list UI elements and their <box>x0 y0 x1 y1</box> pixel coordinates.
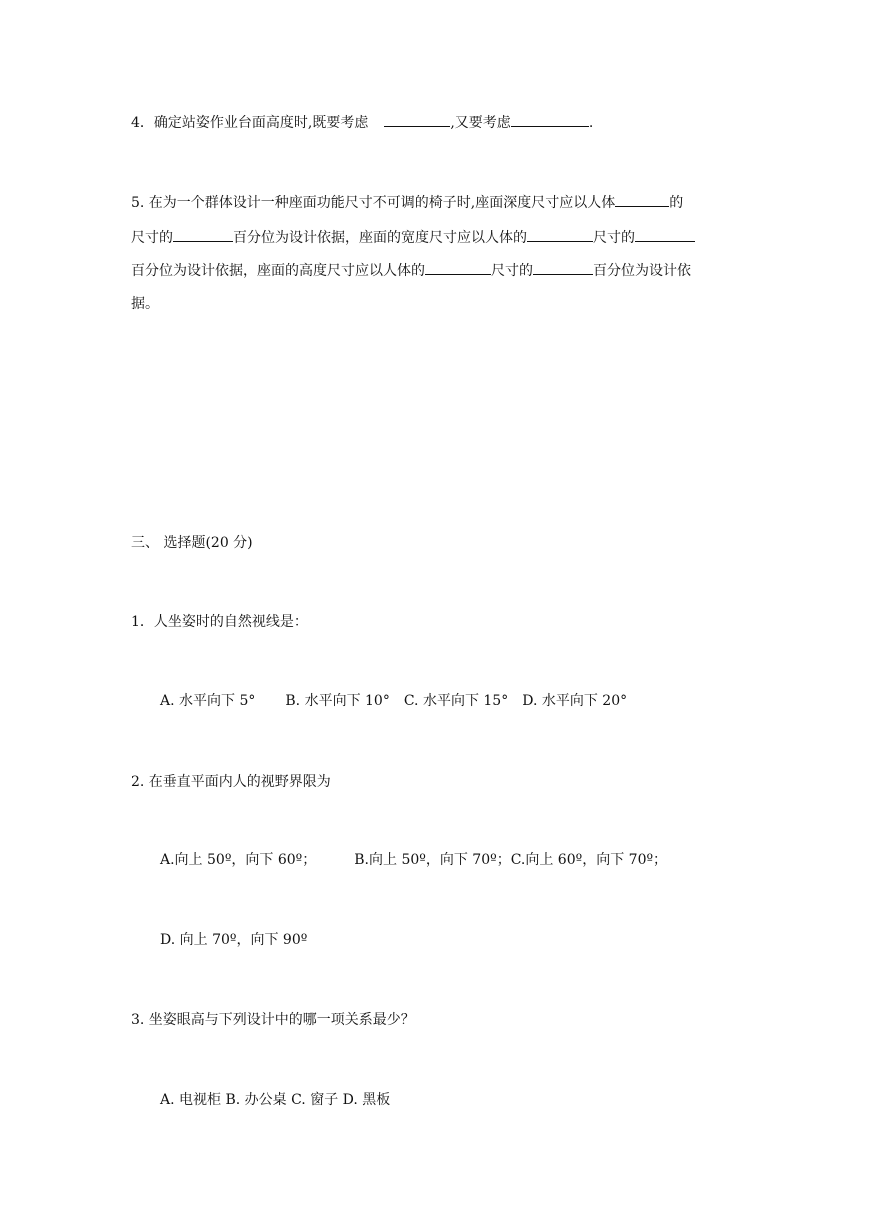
q1-option-a[interactable]: A. 水平向下 5° <box>160 693 256 709</box>
q5-line-4 <box>131 294 159 314</box>
q5-blank-3[interactable] <box>527 227 593 242</box>
q4-text-a: 4．确定站姿作业台面高度时,既要考虑 <box>131 115 369 131</box>
question-1-options <box>160 691 627 711</box>
q5-text-3a: 百分位为设计依据，座面的高度尺寸应以人体的 <box>131 263 425 279</box>
q5-text-1b: 的 <box>669 195 684 211</box>
q4-line <box>131 112 593 133</box>
question-1-stem: 1．人坐姿时的自然视线是： <box>131 614 308 630</box>
q5-line-1 <box>131 192 683 213</box>
question-2-options-line-1 <box>160 850 667 870</box>
q1-option-c[interactable]: C. 水平向下 15° <box>403 693 509 709</box>
q4-blank-1[interactable] <box>384 112 450 127</box>
q2-option-a[interactable]: A.向上 50º，向下 60º； <box>160 852 317 868</box>
q5-text-3c: 百分位为设计依 <box>593 263 691 279</box>
q5-text-4: 据。 <box>131 296 159 312</box>
section-heading: 三、 选择题(20 分) <box>131 535 253 551</box>
q5-text-2b: 百分位为设计依据，座面的宽度尺寸应以人体的 <box>233 230 527 246</box>
q5-blank-4[interactable] <box>635 227 695 242</box>
question-3-stem: 3. 坐姿眼高与下列设计中的哪一项关系最少？ <box>131 1012 415 1028</box>
q5-text-3b: 尺寸的 <box>491 263 533 279</box>
question-3-options[interactable]: A. 电视柜 B. 办公桌 C. 窗子 D. 黑板 <box>160 1092 391 1108</box>
q2-option-bc[interactable]: B.向上 50º，向下 70º；C.向上 60º，向下 70º； <box>354 852 668 868</box>
q5-blank-2[interactable] <box>173 227 233 242</box>
q1-option-b[interactable]: B. 水平向下 10° <box>285 693 390 709</box>
q4-blank-2[interactable] <box>511 112 589 127</box>
q1-option-d[interactable]: D. 水平向下 20° <box>522 693 628 709</box>
q5-blank-1[interactable] <box>615 192 669 207</box>
question-2-stem: 2. 在垂直平面内人的视野界限为 <box>131 774 331 790</box>
q5-blank-5[interactable] <box>425 260 491 275</box>
q5-text-2c: 尺寸的 <box>593 230 635 246</box>
q5-text-1a: 5. 在为一个群体设计一种座面功能尺寸不可调的椅子时,座面深度尺寸应以人体 <box>131 195 616 211</box>
q5-line-3 <box>131 260 691 281</box>
question-2-options-line-2[interactable]: D. 向上 70º，向下 90º <box>160 932 308 948</box>
q4-text-c: . <box>588 115 594 131</box>
q5-line-2 <box>131 227 695 248</box>
q4-text-b: ,又要考虑 <box>450 115 511 131</box>
q5-blank-6[interactable] <box>533 260 593 275</box>
q5-text-2a: 尺寸的 <box>131 230 173 246</box>
